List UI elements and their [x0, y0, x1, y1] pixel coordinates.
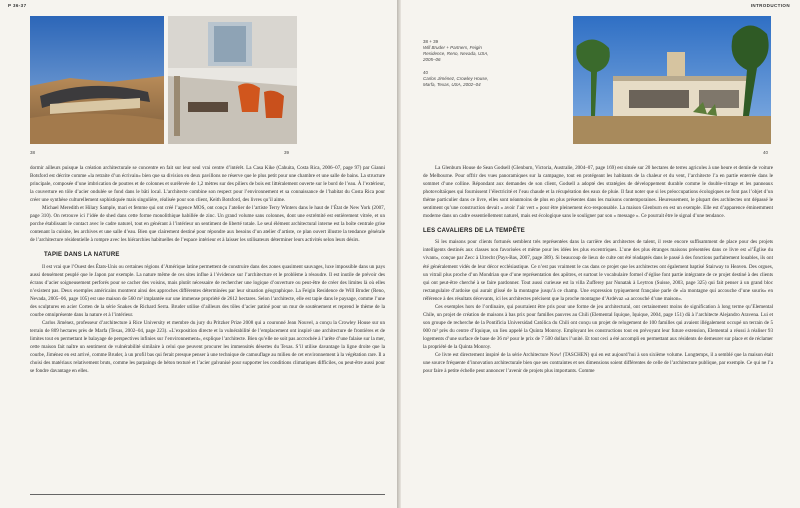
right-folio: INTRODUCTION [750, 3, 790, 8]
crowley-house-image [573, 16, 771, 144]
paragraph: Ces exemples hors de l’ordinaire, qui pourraient être pris pour une forme de jeu architectural, ont certainement moins de signification à long terme qu’Elemental Chile, un projet de création de maisons à bas prix pour familles pauvres au Chili (Elemental Iquique, Iquique, 2004, page 151) dû à l’architecte Alejandro Aravena. Lui et son groupe de recherche de la Pontificia Universidad Católica du Chili ont conçu un projet de relogement de 100 familles qui avaient illégalement occupé un terrain de 5 000 m² près du centre d’Iquique, un lieu appelé la Quinta Monroy. Employant les constructions tout en prévoyant leur future extension, Elemental a réussi à réaliser 93 logements d’une surface de base de 36 m² pour le prix de 7 500 dollars l’unité. Et tout ceci a été accompli en permettant aux résidents de demeurer sur place et de réclamer la propriété de la Quinta Monroy. [423, 303, 773, 350]
caption-line: Residence, Reno, Nevada, USA, [423, 51, 489, 56]
photo-3-number: 40 [763, 150, 769, 155]
caption-line: 2005–06 [423, 57, 441, 62]
paragraph: Ce livre est directement inspiré de la série Architecture Now! (TASCHEN) qui en est aujourd’hui à son sixième volume. Longtemps, il a semblé que la maison était une source fréquente d’innovation architecturale bien que ses contraintes et ses dimensions soient différentes de celle de l’architecture publique, par exemple. Ce qui ne l’a pour faire à petite échelle peut annoncer l’avenir de projets plus importants. Comme [423, 352, 773, 375]
right-page [401, 0, 800, 508]
right-body-text [423, 164, 773, 375]
section-heading: TAPIE DANS LA NATURE [44, 252, 120, 259]
crowley-house-photo [573, 16, 771, 144]
paragraph: La Glenburn House de Sean Godsell (Glenburn, Victoria, Australie, 2004–07, page 169) est située sur 20 hectares de terres agricoles à une heure et demie de voiture de Melbourne. Pour offrir des vues panoramiques sur la campagne, tout en protégeant les habitants de la chaleur et du vent, l’architecte l’a en partie enterrée dans le sommet d’une colline. Répondant aux demandes de son client, Godsell a adopté des stratégies de développement durable comme le double-vitrage et les panneaux photovoltaïques qui fournissent l’électricité et l’eau chaude et la récupération des eaux de pluie. Il faut noter que si les préoccupations écologiques ne font pas l’objet d’un thème particulier dans ce livre, elles sont néanmoins de plus en plus présentes dans les maisons contemporaines. Heureusement, le plupart des architectes ont dépassé le sentiment qu’une construction devait « avoir l’air vert » pour être pleinement éco-responsable. La maison Glenburn en est un exemple. Elle est d’apparence éminemment moderne dans un cadre essentiellement naturel, mais est écologique sans le souligner par son « message ». Ce pourrait être le signal d’une tendance. [423, 165, 773, 220]
caption-line: Marfa, Texas, USA, 2002–04 [423, 82, 481, 87]
paragraph: Si les maisons pour clients fortunés semblent très représentées dans la carrière des architectes de talent, il reste encore suffisamment de place pour des projets intelligents destinés aux classes non favorisées et même pour les idées les plus excentriques. L’une des plus étranges maisons présentées dans ce livre est «l’Église du vivant», conçue par Zecc à Utrecht (Pays-Bas, 2007, page 389). Si beaucoup de lieux de culte ont été réadaptés dans le passé à des fonctions parfaitement louables, ils ont été généralement vidés de leur décor ecclésiastique. Ce n’est pas vraiment le cas dans ce projet que les architectes ont également baptisé Stairway to Heaven. Des orgues, un vitrail plus proche d’un Mondrian que d’une représentation des apôtres, et surtout le vocabulaire formel d’église font partie intégrante de ce projet destiné à des clients qui ont peut-être cherché à se faire pardonner. Tout aussi curieuse est la villa Zufferey par Nunatak à Leytron (Suisse, 2003, page 325) qui fait penser à un grand bloc rectangulaire d’ardoise qui aurait glissé de la montagne jusqu’à ce champ. Une expression typiquement française parle de «la montagne qui accouche d’une souris» en référence à des résultats décevants, ici les architectes précisent que la proche montagne d’Ardévaz «a accouché d’une maison». [423, 239, 773, 302]
caption-number-2: 40 [423, 70, 429, 75]
caption-number-1: 38 + 39 [423, 39, 439, 44]
paragraph: dormir ailleurs puisque la création architecturale se concentre en fait sur leur seul vrai centre d’intérêt. La Casa Kike (Cahuita, Costa Rica, 2006–07, page 97) par Gianni Botsford est décrite comme «la retraite d’un écrivain» bien que sa division en deux pavillons ne réserve que le plus petit pour une chambre et une salle de bains. La structure principale, composée d’une imbrication de poutres et de colonnes et surélevée de 1,2 mètres sur des piliers de bois est littéralement ouverte sur le bord de l’eau. À l’extérieur, la couverture en tôle d’acier ondulée se fond dans le bâti local. L’architecte combine son respect pour l’environnement et sa connaissance de l’habitat du Costa Rica pour créer une synthèse culturellement sophistiquée mais singulière, réalisée pour son client, Keith Botsford, des livres qu’il aime. [30, 165, 385, 204]
left-body-text [30, 164, 385, 375]
feigin-interior-photo [168, 16, 297, 144]
feigin-residence-photo [30, 16, 164, 144]
paragraph: Michael Meredith et Hilary Sample, mari et femme qui ont créé l’agence MOS, ont conçu l’atelier de l’artiste Terry Winters dans le haut de l’État de New York (2007, page 310). On retrouve ici l’idée de shed dans cette forme monolithique habillée de zinc. Un grand volume sans colonnes, dont une extrémité est entièrement vitrée, et un porche établissant le contact avec le cadre naturel, tout en générant à l’intérieur un sentiment de liberté totale. Le seul élément architectural interne est la boîte centrale grise contenant la cuisine, les archives et une salle d’eau. Bien que clairement destiné pour répondre aux besoins d’un atelier d’artiste, ce plan ouvert illustre la tendance générale de l’architecture résidentielle à rompre avec les hiérarchies habituelles de l’espace intérieur et à laisser les utilisateurs déterminer leurs activités selon leurs désirs. [30, 205, 385, 244]
paragraph: Carlos Jiménez, professeur d’architecture à Rice University et membre du jury du Pritzker Prize 2008 qui a couronné Jean Nouvel, a conçu la Crowley House sur un terrain de 809 hectares près de Marfa (Texas, 2002–04, page 223). «L’exposition directe et la vulnérabilité de l’emplacement ont inspiré une architecture de frontières et de limites tout en permettant le balayage de perspectives infinies sur l’environnement», explique l’architecte. Bien qu’elle ne soit pas accrochée à l’arête d’une falaise sur la mer, cette maison fait naître un sentiment de vulnérabilité similaire à celui que peuvent procurer les immensités désertes du Texas. S’il utilise davantage la ligne droite que la courbe, Jiménez en est arrivé, comme Bruder, à un profil bas qui ferait presque penser à une technique de camouflage au milieu de cet environnement à la végétation rare. Il a choisi des matériaux relativement bruts, comme les parpaings de béton texturé et l’acier galvanisé pour supporter les conditions climatiques difficiles, ou peut-être aussi pour se fondre davantage en elles. [30, 319, 385, 375]
caption-line: Will Bruder + Partners, Feigin [423, 45, 482, 50]
caption-line: Carlos Jiménez, Crowley House, [423, 76, 489, 81]
caption-1 [423, 45, 489, 63]
left-page [0, 0, 397, 508]
paragraph: Il est vrai que l’Ouest des États-Unis ou certaines régions d’Amérique latine permettent de construire dans des zones quasiment sauvages, luxe impossible dans un pays aussi densément peuplé que le Japon par exemple. La nature même de ces sites influe à l’évidence sur l’architecture et le problème à résoudre. Il est inutile de prévoir des écrans d’acier soigneusement perforés pour se cacher des voisins, mais plutôt nécessaire de rechercher une logique d’ouverture ou peut-être de créer des limites là où elles n’existent pas. Deux exemples américains montrent ainsi des approches différentes déterminées par leur situation géographique. La Feigin Residence de Will Bruder (Reno, Nevada, 2005–06, page 105) est une maison de 560 m² implantée sur une immense propriété de 2612 hectares. Selon l’architecte, elle est tapie dans le paysage, comme l’une des sculptures en acier Corten de la série Snakes de Richard Serra. Bruder utilise d’ailleurs des tôles d’acier patiné pour un mur de soutènement et reprend le thème de la courbe omniprésente dans la nature et à l’intérieur. [30, 263, 385, 318]
left-folio: P 36-37 [8, 3, 27, 8]
footer-rule [30, 494, 385, 495]
caption-2 [423, 76, 488, 88]
interior-image [168, 16, 297, 144]
photo-1-number: 38 [30, 150, 36, 155]
desert-house-image [30, 16, 164, 144]
section-heading: LES CAVALIERS DE LA TEMPÊTE [423, 228, 525, 235]
photo-2-number: 39 [284, 150, 290, 155]
